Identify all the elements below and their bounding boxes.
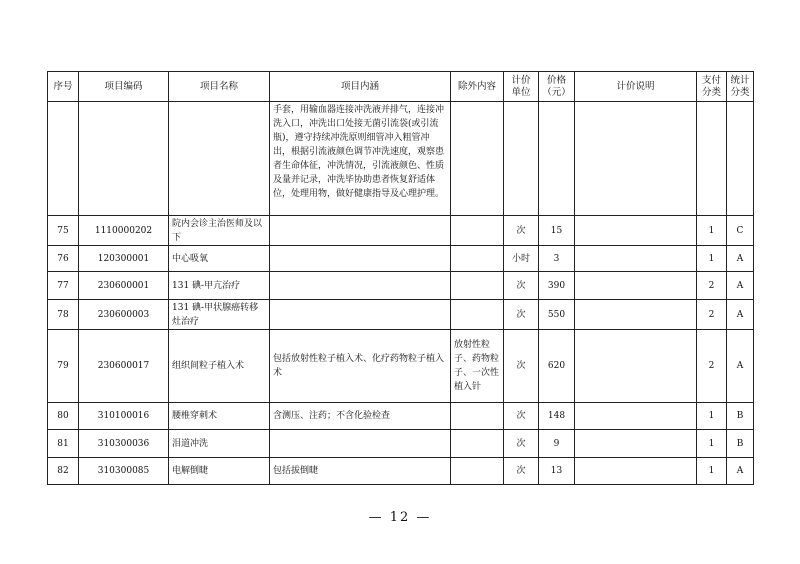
cell-pay: 1 xyxy=(697,216,727,246)
cell-stat: A xyxy=(727,330,754,403)
cell-empty xyxy=(727,102,754,216)
cell-empty xyxy=(504,102,539,216)
cell-notes xyxy=(575,216,697,246)
cell-price: 15 xyxy=(539,216,575,246)
header-code: 项目编码 xyxy=(79,72,169,102)
cell-exclusions: 放射性粒子、药物粒子、一次性植入针 xyxy=(451,330,504,403)
cell-unit: 次 xyxy=(504,300,539,330)
cell-name: 电解倒睫 xyxy=(169,458,270,485)
table-row xyxy=(48,300,754,330)
cell-content xyxy=(270,300,451,330)
cell-code: 310300085 xyxy=(79,458,169,485)
cell-unit: 次 xyxy=(504,216,539,246)
cell-notes xyxy=(575,300,697,330)
header-stat xyxy=(727,72,754,102)
header-price-line1: 价格 xyxy=(546,74,566,86)
cell-notes xyxy=(575,458,697,485)
cell-notes xyxy=(575,430,697,458)
cell-exclusions xyxy=(451,458,504,485)
cell-name: 131 碘-甲状腺癌转移灶治疗 xyxy=(169,300,270,330)
cell-stat: B xyxy=(727,430,754,458)
cell-seq: 75 xyxy=(48,216,79,246)
table-row xyxy=(48,246,754,272)
cell-empty xyxy=(48,102,79,216)
cell-exclusions xyxy=(451,246,504,272)
table-row xyxy=(48,216,754,246)
cell-notes xyxy=(575,330,697,403)
header-unit-line1: 计价 xyxy=(511,74,531,86)
cell-stat: A xyxy=(727,272,754,300)
cell-exclusions xyxy=(451,300,504,330)
header-seq: 序号 xyxy=(48,72,79,102)
cell-content: 包括拔倒睫 xyxy=(270,458,451,485)
cell-unit: 小时 xyxy=(504,246,539,272)
cell-price: 3 xyxy=(539,246,575,272)
cell-content: 含测压、注药；不含化验检查 xyxy=(270,403,451,430)
cell-empty xyxy=(79,102,169,216)
cell-pay: 1 xyxy=(697,458,727,485)
cell-code: 230600017 xyxy=(79,330,169,403)
cell-notes xyxy=(575,246,697,272)
page-number: — 12 — xyxy=(368,510,432,525)
cell-empty xyxy=(451,102,504,216)
cell-pay: 2 xyxy=(697,330,727,403)
cell-price: 13 xyxy=(539,458,575,485)
header-exclusions: 除外内容 xyxy=(451,72,504,102)
header-notes: 计价说明 xyxy=(575,72,697,102)
cell-stat: C xyxy=(727,216,754,246)
cell-unit: 次 xyxy=(504,458,539,485)
cell-notes xyxy=(575,403,697,430)
continuation-row xyxy=(48,102,754,216)
cell-seq: 82 xyxy=(48,458,79,485)
cell-unit: 次 xyxy=(504,272,539,300)
cell-content xyxy=(270,272,451,300)
table-row xyxy=(48,458,754,485)
cell-code: 310100016 xyxy=(79,403,169,430)
cell-exclusions xyxy=(451,216,504,246)
cell-stat: A xyxy=(727,246,754,272)
cell-pay: 2 xyxy=(697,300,727,330)
cell-exclusions xyxy=(451,403,504,430)
cell-code: 230600001 xyxy=(79,272,169,300)
cell-pay: 1 xyxy=(697,430,727,458)
cell-empty xyxy=(575,102,697,216)
cell-seq: 76 xyxy=(48,246,79,272)
cell-empty xyxy=(697,102,727,216)
table-row xyxy=(48,272,754,300)
cell-stat: A xyxy=(727,458,754,485)
table-row xyxy=(48,430,754,458)
header-stat-line2: 分类 xyxy=(730,86,750,98)
header-pay xyxy=(697,72,727,102)
cell-empty xyxy=(539,102,575,216)
cell-pay: 2 xyxy=(697,272,727,300)
cell-unit: 次 xyxy=(504,430,539,458)
header-content: 项目内涵 xyxy=(270,72,451,102)
continuation-content: 手套，用输血器连接冲洗液并排气，连接冲洗入口，冲洗出口处接无菌引流袋(或引流瓶)，遵守持续冲洗原则细管冲入粗管冲出，根据引流液颜色调节冲洗速度，观察患者生命体征，冲洗情况，引流液颜色、性质及量并记录，冲洗毕协助患者恢复舒适体位，处理用物，做好健康指导及心理护理。 xyxy=(270,102,451,216)
cell-seq: 80 xyxy=(48,403,79,430)
table-row xyxy=(48,330,754,403)
cell-seq: 77 xyxy=(48,272,79,300)
table-row xyxy=(48,403,754,430)
header-price xyxy=(539,72,575,102)
cell-empty xyxy=(169,102,270,216)
cell-code: 1110000202 xyxy=(79,216,169,246)
cell-content xyxy=(270,430,451,458)
cell-seq: 81 xyxy=(48,430,79,458)
header-pay-line2: 分类 xyxy=(701,86,721,98)
fee-table xyxy=(47,71,754,485)
header-price-line2: （元） xyxy=(542,86,571,98)
cell-content: 包括放射性粒子植入术、化疗药物粒子植入术 xyxy=(270,330,451,403)
cell-code: 310300036 xyxy=(79,430,169,458)
cell-content xyxy=(270,246,451,272)
cell-price: 550 xyxy=(539,300,575,330)
cell-unit: 次 xyxy=(504,330,539,403)
cell-name: 泪道冲洗 xyxy=(169,430,270,458)
cell-name: 中心吸氧 xyxy=(169,246,270,272)
cell-unit: 次 xyxy=(504,403,539,430)
cell-price: 148 xyxy=(539,403,575,430)
cell-content xyxy=(270,216,451,246)
header-name: 项目名称 xyxy=(169,72,270,102)
cell-exclusions xyxy=(451,272,504,300)
cell-code: 120300001 xyxy=(79,246,169,272)
cell-code: 230600003 xyxy=(79,300,169,330)
cell-exclusions xyxy=(451,430,504,458)
cell-notes xyxy=(575,272,697,300)
cell-price: 390 xyxy=(539,272,575,300)
cell-name: 院内会诊主治医师及以下 xyxy=(169,216,270,246)
header-row xyxy=(48,72,754,102)
cell-pay: 1 xyxy=(697,246,727,272)
cell-pay: 1 xyxy=(697,403,727,430)
header-stat-line1: 统计 xyxy=(730,74,750,86)
cell-name: 腰椎穿刺术 xyxy=(169,403,270,430)
header-unit-line2: 单位 xyxy=(511,86,531,98)
cell-name: 131 碘-甲亢治疗 xyxy=(169,272,270,300)
cell-seq: 78 xyxy=(48,300,79,330)
cell-stat: A xyxy=(727,300,754,330)
cell-name: 组织间粒子植入术 xyxy=(169,330,270,403)
cell-seq: 79 xyxy=(48,330,79,403)
cell-price: 620 xyxy=(539,330,575,403)
cell-stat: B xyxy=(727,403,754,430)
header-unit xyxy=(504,72,539,102)
cell-price: 9 xyxy=(539,430,575,458)
header-pay-line1: 支付 xyxy=(701,74,721,86)
